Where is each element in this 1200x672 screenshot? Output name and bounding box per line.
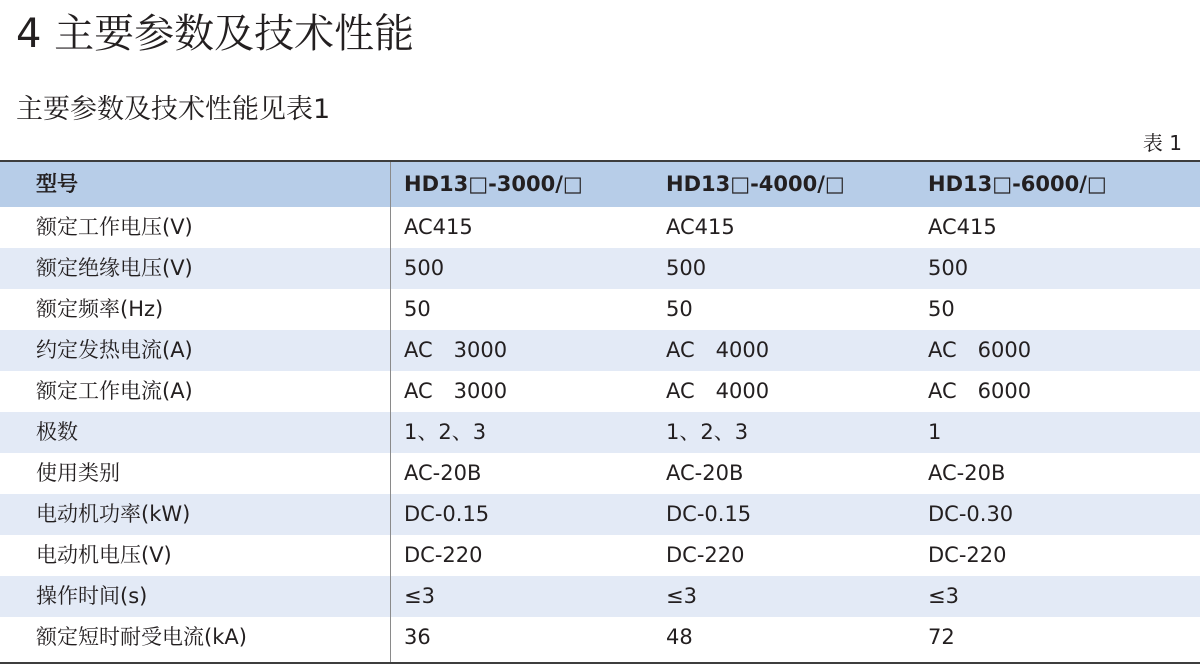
table-bottom-rule: [0, 662, 1200, 664]
cell-value: 50: [928, 297, 955, 321]
cell-value: DC-220: [404, 543, 483, 567]
cell-value: ≤3: [404, 584, 435, 608]
row-label: 电动机功率(kW): [36, 502, 191, 526]
section-subheading: 主要参数及技术性能见表1: [16, 94, 331, 125]
cell-value: AC415: [666, 215, 735, 239]
table-row: [0, 207, 1200, 248]
table-row: [0, 494, 1200, 535]
row-label: 额定工作电流(A): [36, 379, 193, 403]
table-row: [0, 617, 1200, 658]
cell-value: AC 4000: [666, 338, 770, 362]
cell-value: AC 3000: [404, 338, 508, 362]
row-label: 操作时间(s): [36, 584, 148, 608]
row-label: 额定绝缘电压(V): [36, 256, 193, 280]
row-label: 额定短时耐受电流(kA): [36, 625, 247, 649]
header-cell-model: 型号: [36, 172, 78, 196]
table-header-row: [0, 162, 1200, 207]
section-heading: 4 主要参数及技术性能: [16, 11, 415, 57]
row-label: 额定工作电压(V): [36, 215, 193, 239]
column-divider: [390, 162, 391, 662]
table-row: [0, 289, 1200, 330]
cell-value: DC-220: [666, 543, 745, 567]
row-label: 电动机电压(V): [36, 543, 172, 567]
cell-value: 1、2、3: [666, 420, 749, 444]
cell-value: 1、2、3: [404, 420, 487, 444]
row-label: 极数: [36, 420, 78, 444]
cell-value: 500: [928, 256, 969, 280]
cell-value: AC 4000: [666, 379, 770, 403]
cell-value: AC415: [928, 215, 997, 239]
cell-value: AC 3000: [404, 379, 508, 403]
cell-value: DC-0.15: [404, 502, 490, 526]
row-label: 使用类别: [36, 461, 120, 485]
cell-value: 36: [404, 625, 431, 649]
cell-value: AC-20B: [404, 461, 482, 485]
cell-value: AC415: [404, 215, 473, 239]
cell-value: AC 6000: [928, 379, 1032, 403]
cell-value: 500: [666, 256, 707, 280]
header-cell-4000: HD13□-4000/□: [666, 172, 845, 196]
table-row: [0, 453, 1200, 494]
cell-value: 48: [666, 625, 693, 649]
row-label: 约定发热电流(A): [36, 338, 193, 362]
cell-value: DC-0.15: [666, 502, 752, 526]
table-row: [0, 412, 1200, 453]
cell-value: AC-20B: [666, 461, 744, 485]
cell-value: 1: [928, 420, 942, 444]
table-row: [0, 535, 1200, 576]
cell-value: ≤3: [666, 584, 697, 608]
cell-value: 50: [666, 297, 693, 321]
header-cell-6000: HD13□-6000/□: [928, 172, 1107, 196]
table-row: [0, 330, 1200, 371]
cell-value: 50: [404, 297, 431, 321]
cell-value: 72: [928, 625, 955, 649]
table-row: [0, 371, 1200, 412]
cell-value: 500: [404, 256, 445, 280]
row-label: 额定频率(Hz): [36, 297, 164, 321]
cell-value: ≤3: [928, 584, 959, 608]
table-row: [0, 248, 1200, 289]
table-row: [0, 576, 1200, 617]
cell-value: DC-0.30: [928, 502, 1014, 526]
table-label: 表 1: [1142, 131, 1182, 155]
cell-value: AC-20B: [928, 461, 1006, 485]
parameters-table: [0, 160, 1200, 658]
cell-value: AC 6000: [928, 338, 1032, 362]
header-cell-3000: HD13□-3000/□: [404, 172, 583, 196]
cell-value: DC-220: [928, 543, 1007, 567]
